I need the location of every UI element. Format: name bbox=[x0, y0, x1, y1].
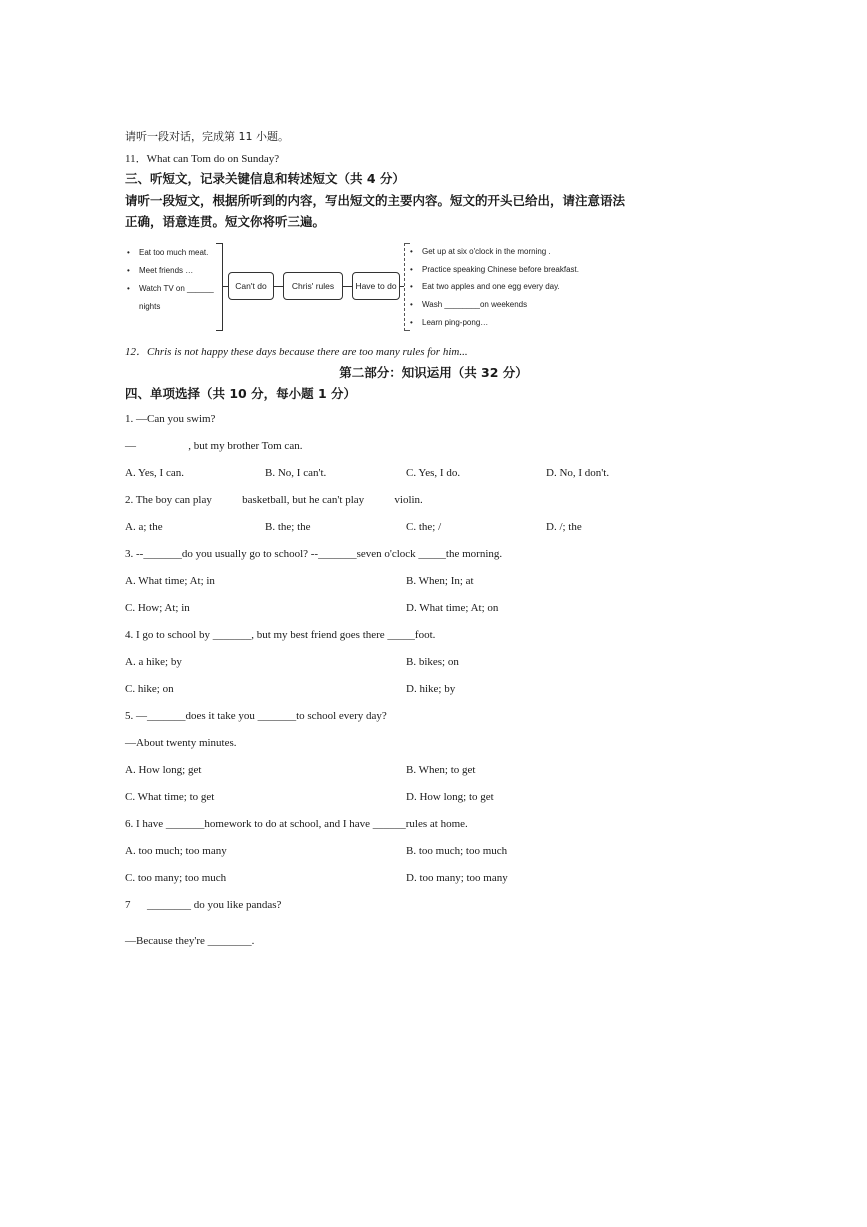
right-item: Learn ping-pong… bbox=[422, 318, 489, 327]
q4-option-b: B. bikes; on bbox=[406, 656, 459, 668]
q2-option-c: C. the; / bbox=[406, 521, 442, 533]
listen-instruction: 请听一段对话，完成第 11 小题。 bbox=[125, 130, 289, 143]
box-chris-rules: Chris' rules bbox=[283, 272, 343, 300]
q2-option-a: A. a; the bbox=[125, 521, 163, 533]
right-bullet: • bbox=[410, 247, 413, 256]
connector bbox=[342, 286, 352, 287]
q3-option-d: D. What time; At; on bbox=[406, 602, 499, 614]
left-bracket bbox=[216, 243, 223, 331]
right-bullet: • bbox=[410, 282, 413, 291]
q5-option-c: C. What time; to get bbox=[125, 791, 215, 803]
right-item: Get up at six o'clock in the morning . bbox=[422, 247, 551, 256]
part3-instruction-line1: 请听一段短文，根据所听到的内容，写出短文的主要内容。短文的开头已给出，请注意语法 bbox=[125, 193, 626, 208]
question-11: 11．What can Tom do on Sunday? bbox=[125, 153, 280, 165]
right-item: Wash ________on weekends bbox=[422, 300, 528, 309]
q1-option-c: C. Yes, I do. bbox=[406, 467, 461, 479]
left-item: nights bbox=[139, 302, 161, 311]
q7-stem: 7 ________ do you like pandas? bbox=[125, 899, 282, 911]
q1-stem2: — , but my brother Tom can. bbox=[125, 440, 303, 452]
box-have-to-do: Have to do bbox=[352, 272, 400, 300]
q3-option-b: B. When; In; at bbox=[406, 575, 474, 587]
left-bullet: • bbox=[127, 248, 130, 257]
part3-instruction-line2: 正确，语意连贯。短文你将听三遍。 bbox=[125, 214, 326, 229]
q6-option-b: B. too much; too much bbox=[406, 845, 508, 857]
left-item: Eat too much meat. bbox=[139, 248, 209, 257]
q5-option-d: D. How long; to get bbox=[406, 791, 494, 803]
q2-option-d: D. /; the bbox=[546, 521, 582, 533]
q5-stem2: —About twenty minutes. bbox=[125, 737, 237, 749]
q7-stem2: —Because they're ________. bbox=[125, 935, 255, 947]
q6-stem: 6. I have _______homework to do at school, and I have ______rules at home. bbox=[125, 818, 468, 830]
left-bullet: • bbox=[127, 266, 130, 275]
connector bbox=[273, 286, 283, 287]
q5-stem: 5. —_______does it take you _______to school every day? bbox=[125, 710, 387, 722]
q1-option-d: D. No, I don't. bbox=[546, 467, 610, 479]
left-item: Watch TV on ______ bbox=[139, 284, 214, 293]
part4-title: 四、单项选择（共 10 分，每小题 1 分） bbox=[125, 386, 357, 401]
q6-option-c: C. too many; too much bbox=[125, 872, 227, 884]
q4-option-a: A. a hike; by bbox=[125, 656, 182, 668]
q4-option-c: C. hike; on bbox=[125, 683, 174, 695]
part3-title: 三、听短文，记录关键信息和转述短文（共 4 分） bbox=[125, 171, 405, 186]
q2-option-b: B. the; the bbox=[265, 521, 311, 533]
q5-option-a: A. How long; get bbox=[125, 764, 202, 776]
q5-option-b: B. When; to get bbox=[406, 764, 476, 776]
q3-option-c: C. How; At; in bbox=[125, 602, 190, 614]
right-bullet: • bbox=[410, 265, 413, 274]
part2-title: 第二部分：知识运用（共 32 分） bbox=[339, 365, 528, 380]
q1-option-a: A. Yes, I can. bbox=[125, 467, 184, 479]
q4-option-d: D. hike; by bbox=[406, 683, 456, 695]
q6-option-a: A. too much; too many bbox=[125, 845, 227, 857]
q3-stem: 3. --_______do you usually go to school? --_______seven o'clock _____the morning. bbox=[125, 548, 503, 560]
box-cant-do: Can't do bbox=[228, 272, 274, 300]
q1-option-b: B. No, I can't. bbox=[265, 467, 327, 479]
q3-option-a: A. What time; At; in bbox=[125, 575, 215, 587]
left-bullet: • bbox=[127, 284, 130, 293]
right-item: Eat two apples and one egg every day. bbox=[422, 282, 560, 291]
right-bullet: • bbox=[410, 300, 413, 309]
q4-stem: 4. I go to school by _______, but my best friend goes there _____foot. bbox=[125, 629, 436, 641]
q1-stem: 1. —Can you swim? bbox=[125, 413, 216, 425]
right-item: Practice speaking Chinese before breakfast. bbox=[422, 265, 579, 274]
q6-option-d: D. too many; too many bbox=[406, 872, 508, 884]
q2-stem: 2. The boy can play basketball, but he can't play violin. bbox=[125, 494, 423, 506]
right-bullet: • bbox=[410, 318, 413, 327]
question-12: 12．Chris is not happy these days because there are too many rules for him... bbox=[125, 346, 468, 358]
left-item: Meet friends … bbox=[139, 266, 194, 275]
